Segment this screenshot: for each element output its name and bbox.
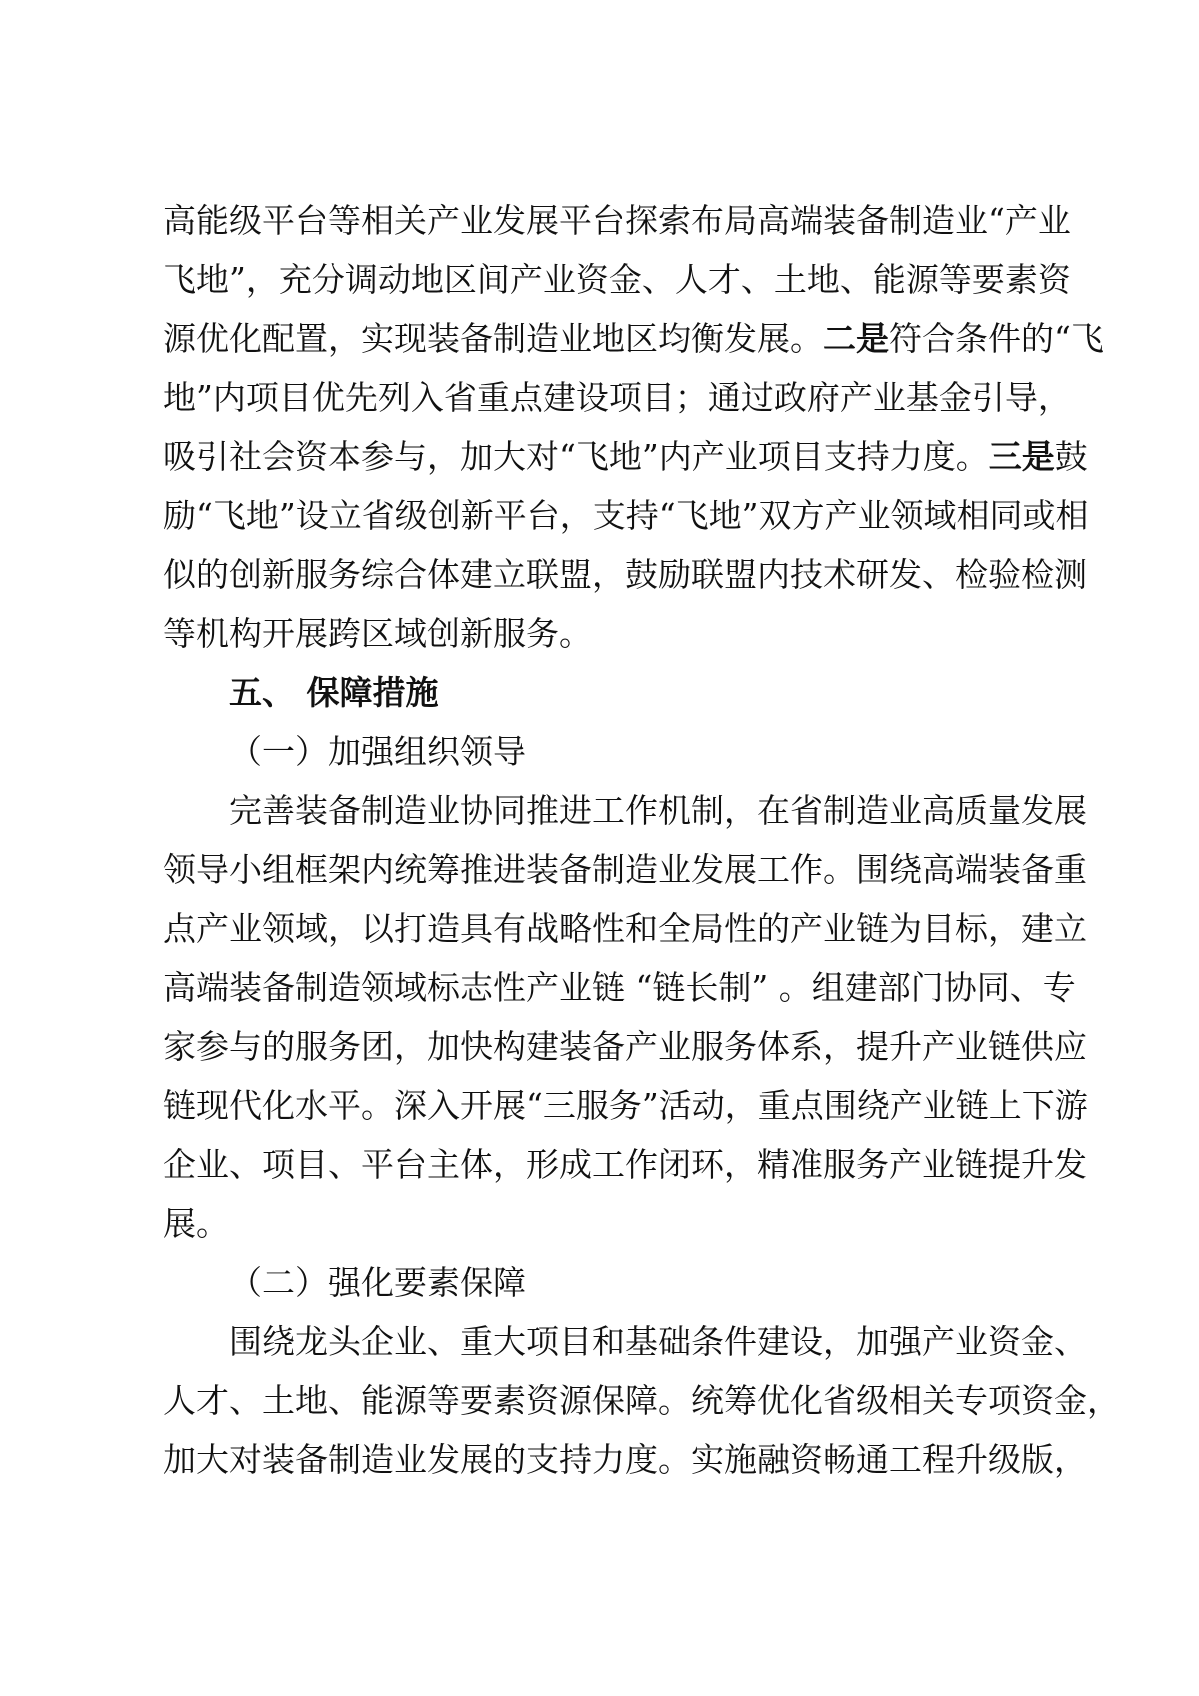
text-line: 加大对装备制造业发展的支持力度。实施融资畅通工程升级版， [163,1440,1087,1479]
text-line: 似的创新服务综合体建立联盟，鼓励联盟内技术研发、检验检测 [163,555,1087,594]
emphasis-ordinal: 二是 [823,319,889,358]
text-line: 人才、土地、能源等要素资源保障。统筹优化省级相关专项资金， [163,1381,1120,1420]
text-line [163,318,1104,377]
paragraph-first-line: 完善装备制造业协同推进工作机制，在省制造业高质量发展 [229,791,1087,830]
subsection-heading: （二）强化要素保障 [229,1263,526,1302]
text-line: 展。 [163,1204,229,1243]
text-line [163,436,1088,495]
text-line: 家参与的服务团，加快构建装备产业服务体系，提升产业链供应 [163,1027,1087,1066]
text-line: 地”内项目优先列入省重点建设项目；通过政府产业基金引导， [163,378,1071,417]
document-body [163,200,1120,1498]
text-line: 高能级平台等相关产业发展平台探索布局高端装备制造业“产业 [163,201,1071,240]
text-span: 鼓 [1054,437,1088,476]
text-span: 吸引社会资本参与，加大对“飞地”内产业项目支持力度。 [163,437,989,476]
text-line: 领导小组框架内统筹推进装备制造业发展工作。围绕高端装备重 [163,850,1087,889]
text-line: 点产业领域，以打造具有战略性和全局性的产业链为目标，建立 [163,909,1087,948]
text-line: 飞地”，充分调动地区间产业资金、人才、土地、能源等要素资 [163,260,1071,299]
text-line: 励“飞地”设立省级创新平台，支持“飞地”双方产业领域相同或相 [163,496,1089,535]
text-span: 源优化配置，实现装备制造业地区均衡发展。 [163,319,823,358]
emphasis-ordinal: 三是 [988,437,1055,476]
paragraph-first-line: 围绕龙头企业、重大项目和基础条件建设，加强产业资金、 [229,1322,1087,1361]
text-line: 高端装备制造领域标志性产业链 “链长制” 。组建部门协同、专 [163,968,1076,1007]
text-line: 等机构开展跨区域创新服务。 [163,614,592,653]
text-line: 企业、项目、平台主体，形成工作闭环，精准服务产业链提升发 [163,1145,1087,1184]
subsection-heading: （一）加强组织领导 [229,732,526,771]
text-line: 链现代化水平。深入开展“三服务”活动，重点围绕产业链上下游 [163,1086,1088,1125]
text-span: 符合条件的“飞 [889,319,1104,358]
section-heading: 五、 保障措施 [229,673,439,712]
